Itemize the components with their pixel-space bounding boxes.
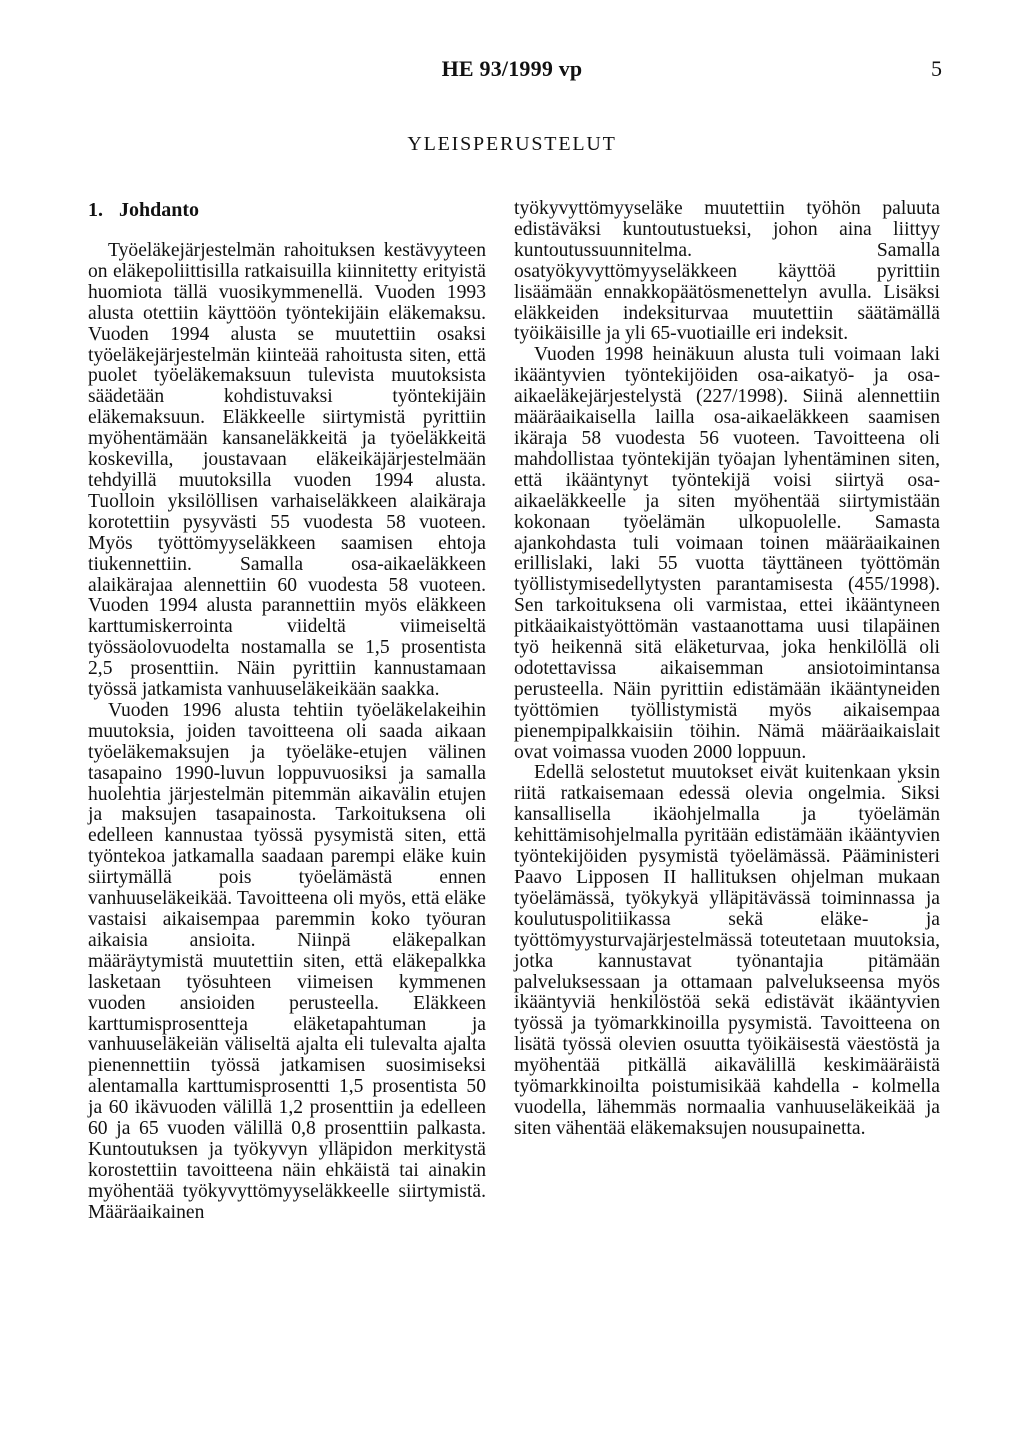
- left-column: [88, 199, 486, 1224]
- paragraph: Edellä selostetut muutokset eivät kuitenkaan yksin riitä ratkaisemaan edessä olevia ongelmia. Siksi kansallisella ikäohjelmalla ja työelämän kehittämisohjelmalla pyritään edistämään ikääntyvien työntekijöiden pysymistä työelämässä. Pääministeri Paavo Lipposen II hallituksen ohjelman mukaan työelämässä, työkykyä ylläpitävässä toiminnassa ja koulutuspolitiikassa sekä eläke- ja työttömyysturvajärjestelmässä toteutetaan muutoksia, jotka kannustavat työnantajia pitämään palveluksessaan ja ottamaan palvelukseensa myös ikääntyviä henkilöstöä sekä edistävät ikääntyvien työssä ja työmarkkinoilla pysymistä. Tavoitteena on lisätä työssä olevien osuutta työikäisestä väestöstä ja myöhentää pitkällä aikavälillä keskimääräistä työmarkkinoilta poistumisikää kahdella - kolmella vuodella, lähemmäs normaalia vanhuuseläkeikää ja siten vähentää eläkemaksujen nousupainetta.: [514, 762, 940, 1139]
- page-number: 5: [931, 56, 942, 81]
- document-id: HE 93/1999 vp: [441, 56, 583, 81]
- paragraph: Vuoden 1996 alusta tehtiin työeläkelakeihin muutoksia, joiden tavoitteena oli saada aikaan työeläkemaksujen ja työeläke-etujen välinen tasapaino 1990-luvun loppuvuosiksi ja samalla huolehtia järjestelmän pitemmän aikavälin etujen ja maksujen tasapainosta. Tarkoituksena oli edelleen kannustaa työssä pysymistä siten, että työntekoa jatkamalla saadaan parempi eläke kuin siirtymällä pois työelämästä ennen vanhuuseläkeikää. Tavoitteena oli myös, että eläke vastaisi aikaisempaa paremmin koko työuran aikaisia ansioita. Niinpä eläkepalkan määräytymistä muutettiin siten, että eläkepalkka lasketaan työsuhteen viimeisen kymmenen vuoden ansioiden perusteella. Eläkkeen karttumisprosentteja eläketapahtuman ja vanhuuseläkeiän väliseltä ajalta eli tulevalta ajalta pienennettiin työssä jatkamisen suosimiseksi alentamalla karttumisprosentti 1,5 prosentista 50 ja 60 ikävuoden välillä 1,2 prosenttiin ja edelleen 60 ja 65 vuoden välillä 0,8 prosenttiin palkasta. Kuntoutuksen ja työkyvyn ylläpidon merkitystä korostettiin tavoitteena näin ehkäistä tai ainakin myöhentää työkyvyttömyyseläkkeelle siirtymistä. Määräaikainen: [88, 699, 486, 1223]
- section-heading: [88, 199, 486, 221]
- section-title: YLEISPERUSTELUT: [407, 133, 617, 155]
- paragraph: työkyvyttömyyseläke muutettiin työhön paluuta edistäväksi kuntoutustueksi, johon aina liittyy kuntoutussuunnitelma. Samalla osatyökyvyttömyyseläkkeen käyttöä pyrittiin lisäämään ennakkopäätösmenettelyn avulla. Lisäksi eläkkeiden indeksiturvaa muutettiin säätämällä työikäisille ja yli 65-vuotiaille eri indeksit.: [514, 198, 940, 345]
- paragraph: Vuoden 1998 heinäkuun alusta tuli voimaan laki ikääntyvien työntekijöiden osa-aikatyö- ja osa-aikaeläkejärjestelystä (227/1998). Siinä alennettiin määräaikaisella lailla osa-aikaeläkkeen saamisen ikäraja 58 vuodesta 56 vuoteen. Tavoitteena oli mahdollistaa työntekijän työajan lyhentäminen siten, että ikääntynyt työntekijä voisi siirtyä osa-aikaeläkkeelle ja siten myöhentää siirtymistään kokonaan työelämän ulkopuolelle. Samasta ajankohdasta tuli voimaan toinen määräaikainen erillislaki, laki 55 vuotta täyttäneen työttömän työllistymisedellytysten parantamisesta (455/1998). Sen tarkoituksena oli varmistaa, ettei ikääntyneen pitkäaikaistyöttömän vastaanottama uusi tilapäinen työ heikennä sitä eläketurvaa, joka henkilöllä oli odotettavissa aikaisemman ansiotoimintansa perusteella. Näin pyrittiin edistämään ikääntyneiden työttömien työllistymistä myös aikaisempaa pienempipalkkaisiin töihin. Nämä määräaikaislait ovat voimassa vuoden 2000 loppuun.: [514, 344, 940, 763]
- right-column: [514, 199, 940, 1140]
- paragraph: Työeläkejärjestelmän rahoituksen kestävyyteen on eläkepoliittisilla ratkaisuilla kiinnitetty erityistä huomiota tällä vuosikymmenellä. Vuoden 1993 alusta otettiin käyttöön työntekijäin eläkemaksu. Vuoden 1994 alusta se muutettiin osaksi työeläkejärjestelmän kiinteää rahoitusta siten, että puolet työeläkemaksuun tulevista muutoksista säädetään kohdistuvaksi työntekijäin eläkemaksuun. Eläkkeelle siirtymistä pyrittiin myöhentämään kansaneläkkeitä ja työeläkkeitä koskevilla, joustavaan eläkeikäjärjestelmään tehdyillä muutoksilla vuoden 1994 alusta. Tuolloin yksilöllisen varhaiseläkkeen alaikäraja korotettiin pysyvästi 55 vuodesta 58 vuoteen. Myös työttömyyseläkkeen saamisen ehtoja tiukennettiin. Samalla osa-aikaeläkkeen alaikärajaa alennettiin 60 vuodesta 58 vuoteen. Vuoden 1994 alusta parannettiin myös eläkkeen karttumiskerrointa viideltä viimeiseltä työssäolovuodelta nostamalla se 1,5 prosentista 2,5 prosenttiin. Näin pyrittiin kannustamaan työssä jatkamista vanhuuseläkeikään saakka.: [88, 240, 486, 701]
- section-number: 1.: [88, 199, 103, 221]
- page-header: [0, 56, 1024, 86]
- section-heading-title: Johdanto: [119, 199, 200, 221]
